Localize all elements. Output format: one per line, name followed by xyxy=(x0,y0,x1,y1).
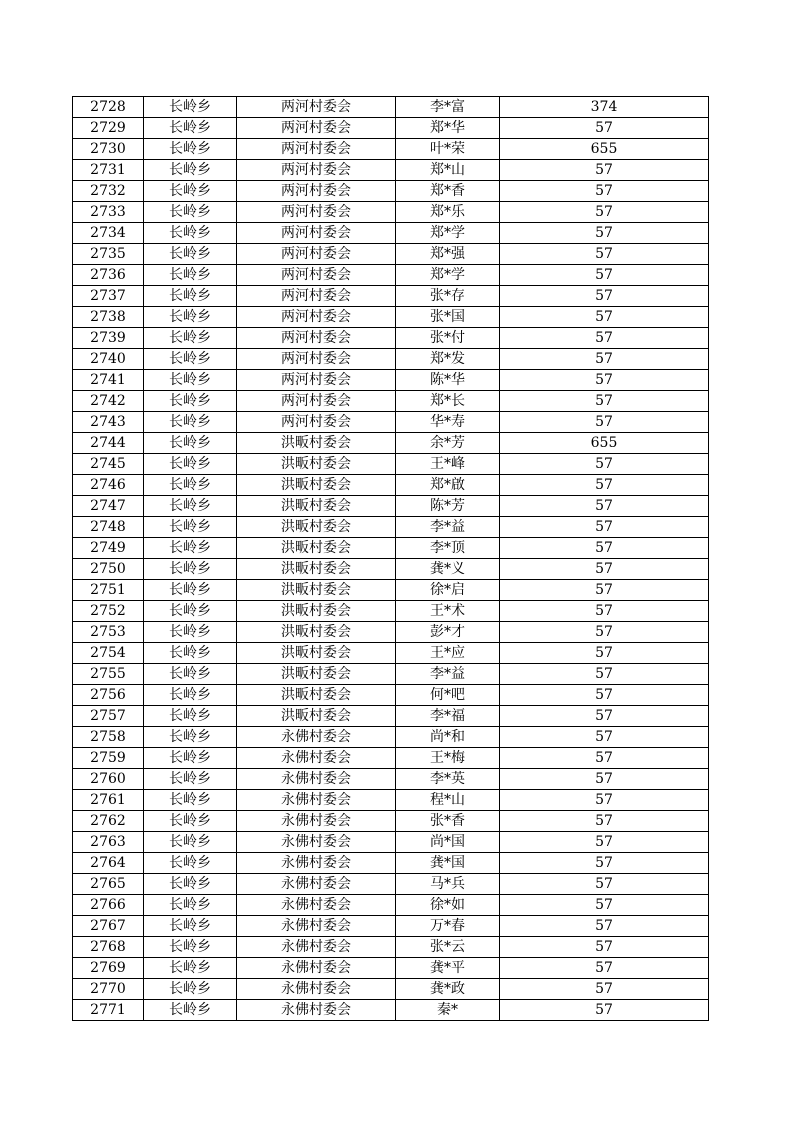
table-row xyxy=(73,370,709,391)
table-row xyxy=(73,706,709,727)
table-row xyxy=(73,664,709,685)
table-row xyxy=(73,622,709,643)
person-name-cell: 李*福 xyxy=(396,706,500,727)
amount-cell: 57 xyxy=(500,475,709,496)
row-number-cell: 2760 xyxy=(73,769,144,790)
person-name-cell: 陈*芳 xyxy=(396,496,500,517)
village-committee-cell: 洪畈村委会 xyxy=(237,706,396,727)
amount-cell: 57 xyxy=(500,916,709,937)
table-row xyxy=(73,475,709,496)
village-committee-cell: 永佛村委会 xyxy=(237,895,396,916)
township-cell: 长岭乡 xyxy=(144,643,237,664)
township-cell: 长岭乡 xyxy=(144,328,237,349)
table-row xyxy=(73,223,709,244)
person-name-cell: 王*梅 xyxy=(396,748,500,769)
village-committee-cell: 两河村委会 xyxy=(237,118,396,139)
amount-cell: 57 xyxy=(500,958,709,979)
township-cell: 长岭乡 xyxy=(144,454,237,475)
amount-cell: 57 xyxy=(500,181,709,202)
person-name-cell: 张*付 xyxy=(396,328,500,349)
amount-cell: 57 xyxy=(500,748,709,769)
person-name-cell: 徐*如 xyxy=(396,895,500,916)
township-cell: 长岭乡 xyxy=(144,202,237,223)
row-number-cell: 2750 xyxy=(73,559,144,580)
village-committee-cell: 洪畈村委会 xyxy=(237,580,396,601)
row-number-cell: 2738 xyxy=(73,307,144,328)
row-number-cell: 2741 xyxy=(73,370,144,391)
person-name-cell: 张*存 xyxy=(396,286,500,307)
village-committee-cell: 两河村委会 xyxy=(237,202,396,223)
table-row xyxy=(73,517,709,538)
row-number-cell: 2757 xyxy=(73,706,144,727)
village-committee-cell: 永佛村委会 xyxy=(237,874,396,895)
village-committee-cell: 两河村委会 xyxy=(237,412,396,433)
village-committee-cell: 洪畈村委会 xyxy=(237,559,396,580)
row-number-cell: 2756 xyxy=(73,685,144,706)
row-number-cell: 2764 xyxy=(73,853,144,874)
amount-cell: 57 xyxy=(500,349,709,370)
township-cell: 长岭乡 xyxy=(144,937,237,958)
table-row xyxy=(73,118,709,139)
township-cell: 长岭乡 xyxy=(144,748,237,769)
village-committee-cell: 永佛村委会 xyxy=(237,937,396,958)
amount-cell: 57 xyxy=(500,706,709,727)
township-cell: 长岭乡 xyxy=(144,307,237,328)
amount-cell: 374 xyxy=(500,97,709,118)
amount-cell: 57 xyxy=(500,769,709,790)
row-number-cell: 2732 xyxy=(73,181,144,202)
table-row xyxy=(73,496,709,517)
village-committee-cell: 洪畈村委会 xyxy=(237,517,396,538)
person-name-cell: 万*春 xyxy=(396,916,500,937)
person-name-cell: 郑*长 xyxy=(396,391,500,412)
table-row xyxy=(73,349,709,370)
township-cell: 长岭乡 xyxy=(144,580,237,601)
township-cell: 长岭乡 xyxy=(144,559,237,580)
table-row xyxy=(73,979,709,1000)
person-name-cell: 李*益 xyxy=(396,517,500,538)
township-cell: 长岭乡 xyxy=(144,853,237,874)
village-committee-cell: 洪畈村委会 xyxy=(237,622,396,643)
amount-cell: 57 xyxy=(500,790,709,811)
township-cell: 长岭乡 xyxy=(144,790,237,811)
row-number-cell: 2744 xyxy=(73,433,144,454)
person-name-cell: 郑*发 xyxy=(396,349,500,370)
amount-cell: 57 xyxy=(500,811,709,832)
village-committee-cell: 洪畈村委会 xyxy=(237,475,396,496)
row-number-cell: 2735 xyxy=(73,244,144,265)
township-cell: 长岭乡 xyxy=(144,811,237,832)
township-cell: 长岭乡 xyxy=(144,433,237,454)
table-row xyxy=(73,874,709,895)
person-name-cell: 尚*和 xyxy=(396,727,500,748)
table-body xyxy=(73,97,709,1021)
person-name-cell: 李*富 xyxy=(396,97,500,118)
township-cell: 长岭乡 xyxy=(144,622,237,643)
amount-cell: 57 xyxy=(500,265,709,286)
table-row xyxy=(73,727,709,748)
person-name-cell: 马*兵 xyxy=(396,874,500,895)
table-row xyxy=(73,328,709,349)
township-cell: 长岭乡 xyxy=(144,538,237,559)
amount-cell: 57 xyxy=(500,538,709,559)
amount-cell: 57 xyxy=(500,118,709,139)
table-row xyxy=(73,160,709,181)
person-name-cell: 徐*启 xyxy=(396,580,500,601)
row-number-cell: 2734 xyxy=(73,223,144,244)
village-committee-cell: 两河村委会 xyxy=(237,139,396,160)
village-committee-cell: 永佛村委会 xyxy=(237,811,396,832)
township-cell: 长岭乡 xyxy=(144,244,237,265)
table-row xyxy=(73,769,709,790)
village-committee-cell: 两河村委会 xyxy=(237,265,396,286)
table-row xyxy=(73,202,709,223)
row-number-cell: 2755 xyxy=(73,664,144,685)
person-name-cell: 李*益 xyxy=(396,664,500,685)
person-name-cell: 尚*国 xyxy=(396,832,500,853)
village-committee-cell: 洪畈村委会 xyxy=(237,601,396,622)
row-number-cell: 2736 xyxy=(73,265,144,286)
table-row xyxy=(73,433,709,454)
township-cell: 长岭乡 xyxy=(144,349,237,370)
person-name-cell: 李*英 xyxy=(396,769,500,790)
amount-cell: 57 xyxy=(500,286,709,307)
village-committee-cell: 洪畈村委会 xyxy=(237,643,396,664)
amount-cell: 57 xyxy=(500,622,709,643)
township-cell: 长岭乡 xyxy=(144,895,237,916)
subsidy-table xyxy=(72,96,709,1021)
table-row xyxy=(73,895,709,916)
person-name-cell: 李*顶 xyxy=(396,538,500,559)
amount-cell: 57 xyxy=(500,1000,709,1021)
row-number-cell: 2751 xyxy=(73,580,144,601)
township-cell: 长岭乡 xyxy=(144,139,237,160)
amount-cell: 57 xyxy=(500,937,709,958)
person-name-cell: 秦* xyxy=(396,1000,500,1021)
township-cell: 长岭乡 xyxy=(144,160,237,181)
village-committee-cell: 永佛村委会 xyxy=(237,1000,396,1021)
village-committee-cell: 两河村委会 xyxy=(237,349,396,370)
table-row xyxy=(73,643,709,664)
amount-cell: 57 xyxy=(500,160,709,181)
amount-cell: 57 xyxy=(500,832,709,853)
village-committee-cell: 永佛村委会 xyxy=(237,769,396,790)
amount-cell: 57 xyxy=(500,853,709,874)
amount-cell: 57 xyxy=(500,643,709,664)
person-name-cell: 张*云 xyxy=(396,937,500,958)
amount-cell: 57 xyxy=(500,202,709,223)
village-committee-cell: 洪畈村委会 xyxy=(237,538,396,559)
village-committee-cell: 永佛村委会 xyxy=(237,748,396,769)
township-cell: 长岭乡 xyxy=(144,223,237,244)
row-number-cell: 2729 xyxy=(73,118,144,139)
amount-cell: 57 xyxy=(500,685,709,706)
table-row xyxy=(73,790,709,811)
row-number-cell: 2762 xyxy=(73,811,144,832)
township-cell: 长岭乡 xyxy=(144,706,237,727)
person-name-cell: 叶*荣 xyxy=(396,139,500,160)
village-committee-cell: 永佛村委会 xyxy=(237,790,396,811)
person-name-cell: 郑*强 xyxy=(396,244,500,265)
table-row xyxy=(73,286,709,307)
amount-cell: 655 xyxy=(500,433,709,454)
person-name-cell: 龚*国 xyxy=(396,853,500,874)
table-row xyxy=(73,832,709,853)
amount-cell: 57 xyxy=(500,454,709,475)
village-committee-cell: 两河村委会 xyxy=(237,244,396,265)
township-cell: 长岭乡 xyxy=(144,832,237,853)
table-row xyxy=(73,937,709,958)
row-number-cell: 2769 xyxy=(73,958,144,979)
township-cell: 长岭乡 xyxy=(144,601,237,622)
amount-cell: 57 xyxy=(500,223,709,244)
amount-cell: 57 xyxy=(500,370,709,391)
township-cell: 长岭乡 xyxy=(144,370,237,391)
row-number-cell: 2767 xyxy=(73,916,144,937)
row-number-cell: 2766 xyxy=(73,895,144,916)
table-row xyxy=(73,97,709,118)
person-name-cell: 郑*乐 xyxy=(396,202,500,223)
amount-cell: 57 xyxy=(500,328,709,349)
village-committee-cell: 两河村委会 xyxy=(237,391,396,412)
township-cell: 长岭乡 xyxy=(144,265,237,286)
row-number-cell: 2758 xyxy=(73,727,144,748)
amount-cell: 57 xyxy=(500,517,709,538)
township-cell: 长岭乡 xyxy=(144,1000,237,1021)
row-number-cell: 2728 xyxy=(73,97,144,118)
person-name-cell: 郑*啟 xyxy=(396,475,500,496)
row-number-cell: 2749 xyxy=(73,538,144,559)
row-number-cell: 2753 xyxy=(73,622,144,643)
township-cell: 长岭乡 xyxy=(144,517,237,538)
table-row xyxy=(73,538,709,559)
row-number-cell: 2752 xyxy=(73,601,144,622)
person-name-cell: 彭*才 xyxy=(396,622,500,643)
village-committee-cell: 永佛村委会 xyxy=(237,958,396,979)
village-committee-cell: 两河村委会 xyxy=(237,328,396,349)
village-committee-cell: 两河村委会 xyxy=(237,370,396,391)
row-number-cell: 2740 xyxy=(73,349,144,370)
township-cell: 长岭乡 xyxy=(144,727,237,748)
township-cell: 长岭乡 xyxy=(144,475,237,496)
amount-cell: 57 xyxy=(500,874,709,895)
person-name-cell: 郑*学 xyxy=(396,223,500,244)
village-committee-cell: 两河村委会 xyxy=(237,223,396,244)
village-committee-cell: 洪畈村委会 xyxy=(237,454,396,475)
person-name-cell: 郑*山 xyxy=(396,160,500,181)
row-number-cell: 2745 xyxy=(73,454,144,475)
row-number-cell: 2761 xyxy=(73,790,144,811)
table-row xyxy=(73,811,709,832)
township-cell: 长岭乡 xyxy=(144,97,237,118)
amount-cell: 57 xyxy=(500,559,709,580)
row-number-cell: 2742 xyxy=(73,391,144,412)
amount-cell: 57 xyxy=(500,244,709,265)
amount-cell: 57 xyxy=(500,979,709,1000)
amount-cell: 57 xyxy=(500,412,709,433)
amount-cell: 57 xyxy=(500,580,709,601)
person-name-cell: 陈*华 xyxy=(396,370,500,391)
table-row xyxy=(73,559,709,580)
row-number-cell: 2746 xyxy=(73,475,144,496)
row-number-cell: 2763 xyxy=(73,832,144,853)
row-number-cell: 2747 xyxy=(73,496,144,517)
person-name-cell: 何*吧 xyxy=(396,685,500,706)
township-cell: 长岭乡 xyxy=(144,685,237,706)
township-cell: 长岭乡 xyxy=(144,496,237,517)
row-number-cell: 2733 xyxy=(73,202,144,223)
village-committee-cell: 两河村委会 xyxy=(237,286,396,307)
village-committee-cell: 永佛村委会 xyxy=(237,853,396,874)
person-name-cell: 华*寿 xyxy=(396,412,500,433)
row-number-cell: 2731 xyxy=(73,160,144,181)
village-committee-cell: 两河村委会 xyxy=(237,97,396,118)
township-cell: 长岭乡 xyxy=(144,412,237,433)
table-row xyxy=(73,853,709,874)
table-row xyxy=(73,580,709,601)
amount-cell: 57 xyxy=(500,895,709,916)
person-name-cell: 张*香 xyxy=(396,811,500,832)
table-row xyxy=(73,265,709,286)
township-cell: 长岭乡 xyxy=(144,118,237,139)
amount-cell: 57 xyxy=(500,664,709,685)
table-row xyxy=(73,916,709,937)
amount-cell: 57 xyxy=(500,496,709,517)
person-name-cell: 余*芳 xyxy=(396,433,500,454)
row-number-cell: 2737 xyxy=(73,286,144,307)
township-cell: 长岭乡 xyxy=(144,181,237,202)
table-row xyxy=(73,958,709,979)
amount-cell: 57 xyxy=(500,391,709,412)
person-name-cell: 王*峰 xyxy=(396,454,500,475)
row-number-cell: 2754 xyxy=(73,643,144,664)
village-committee-cell: 永佛村委会 xyxy=(237,727,396,748)
township-cell: 长岭乡 xyxy=(144,286,237,307)
village-committee-cell: 洪畈村委会 xyxy=(237,496,396,517)
amount-cell: 57 xyxy=(500,601,709,622)
table-row xyxy=(73,139,709,160)
township-cell: 长岭乡 xyxy=(144,916,237,937)
row-number-cell: 2770 xyxy=(73,979,144,1000)
row-number-cell: 2739 xyxy=(73,328,144,349)
table-row xyxy=(73,244,709,265)
person-name-cell: 程*山 xyxy=(396,790,500,811)
township-cell: 长岭乡 xyxy=(144,979,237,1000)
row-number-cell: 2765 xyxy=(73,874,144,895)
person-name-cell: 郑*香 xyxy=(396,181,500,202)
table-row xyxy=(73,454,709,475)
amount-cell: 57 xyxy=(500,727,709,748)
village-committee-cell: 永佛村委会 xyxy=(237,832,396,853)
person-name-cell: 张*国 xyxy=(396,307,500,328)
person-name-cell: 郑*学 xyxy=(396,265,500,286)
row-number-cell: 2759 xyxy=(73,748,144,769)
person-name-cell: 王*术 xyxy=(396,601,500,622)
village-committee-cell: 两河村委会 xyxy=(237,181,396,202)
village-committee-cell: 永佛村委会 xyxy=(237,979,396,1000)
township-cell: 长岭乡 xyxy=(144,769,237,790)
township-cell: 长岭乡 xyxy=(144,391,237,412)
table-row xyxy=(73,412,709,433)
township-cell: 长岭乡 xyxy=(144,874,237,895)
table-row xyxy=(73,181,709,202)
person-name-cell: 龚*政 xyxy=(396,979,500,1000)
row-number-cell: 2768 xyxy=(73,937,144,958)
row-number-cell: 2743 xyxy=(73,412,144,433)
table-row xyxy=(73,307,709,328)
amount-cell: 57 xyxy=(500,307,709,328)
row-number-cell: 2730 xyxy=(73,139,144,160)
village-committee-cell: 两河村委会 xyxy=(237,160,396,181)
person-name-cell: 龚*义 xyxy=(396,559,500,580)
village-committee-cell: 洪畈村委会 xyxy=(237,433,396,454)
township-cell: 长岭乡 xyxy=(144,958,237,979)
table-row xyxy=(73,601,709,622)
person-name-cell: 王*应 xyxy=(396,643,500,664)
amount-cell: 655 xyxy=(500,139,709,160)
row-number-cell: 2748 xyxy=(73,517,144,538)
village-committee-cell: 洪畈村委会 xyxy=(237,664,396,685)
table-row xyxy=(73,391,709,412)
township-cell: 长岭乡 xyxy=(144,664,237,685)
village-committee-cell: 永佛村委会 xyxy=(237,916,396,937)
table-row xyxy=(73,685,709,706)
village-committee-cell: 两河村委会 xyxy=(237,307,396,328)
person-name-cell: 郑*华 xyxy=(396,118,500,139)
row-number-cell: 2771 xyxy=(73,1000,144,1021)
document-page xyxy=(72,96,709,1021)
person-name-cell: 龚*平 xyxy=(396,958,500,979)
table-row xyxy=(73,748,709,769)
village-committee-cell: 洪畈村委会 xyxy=(237,685,396,706)
table-row xyxy=(73,1000,709,1021)
